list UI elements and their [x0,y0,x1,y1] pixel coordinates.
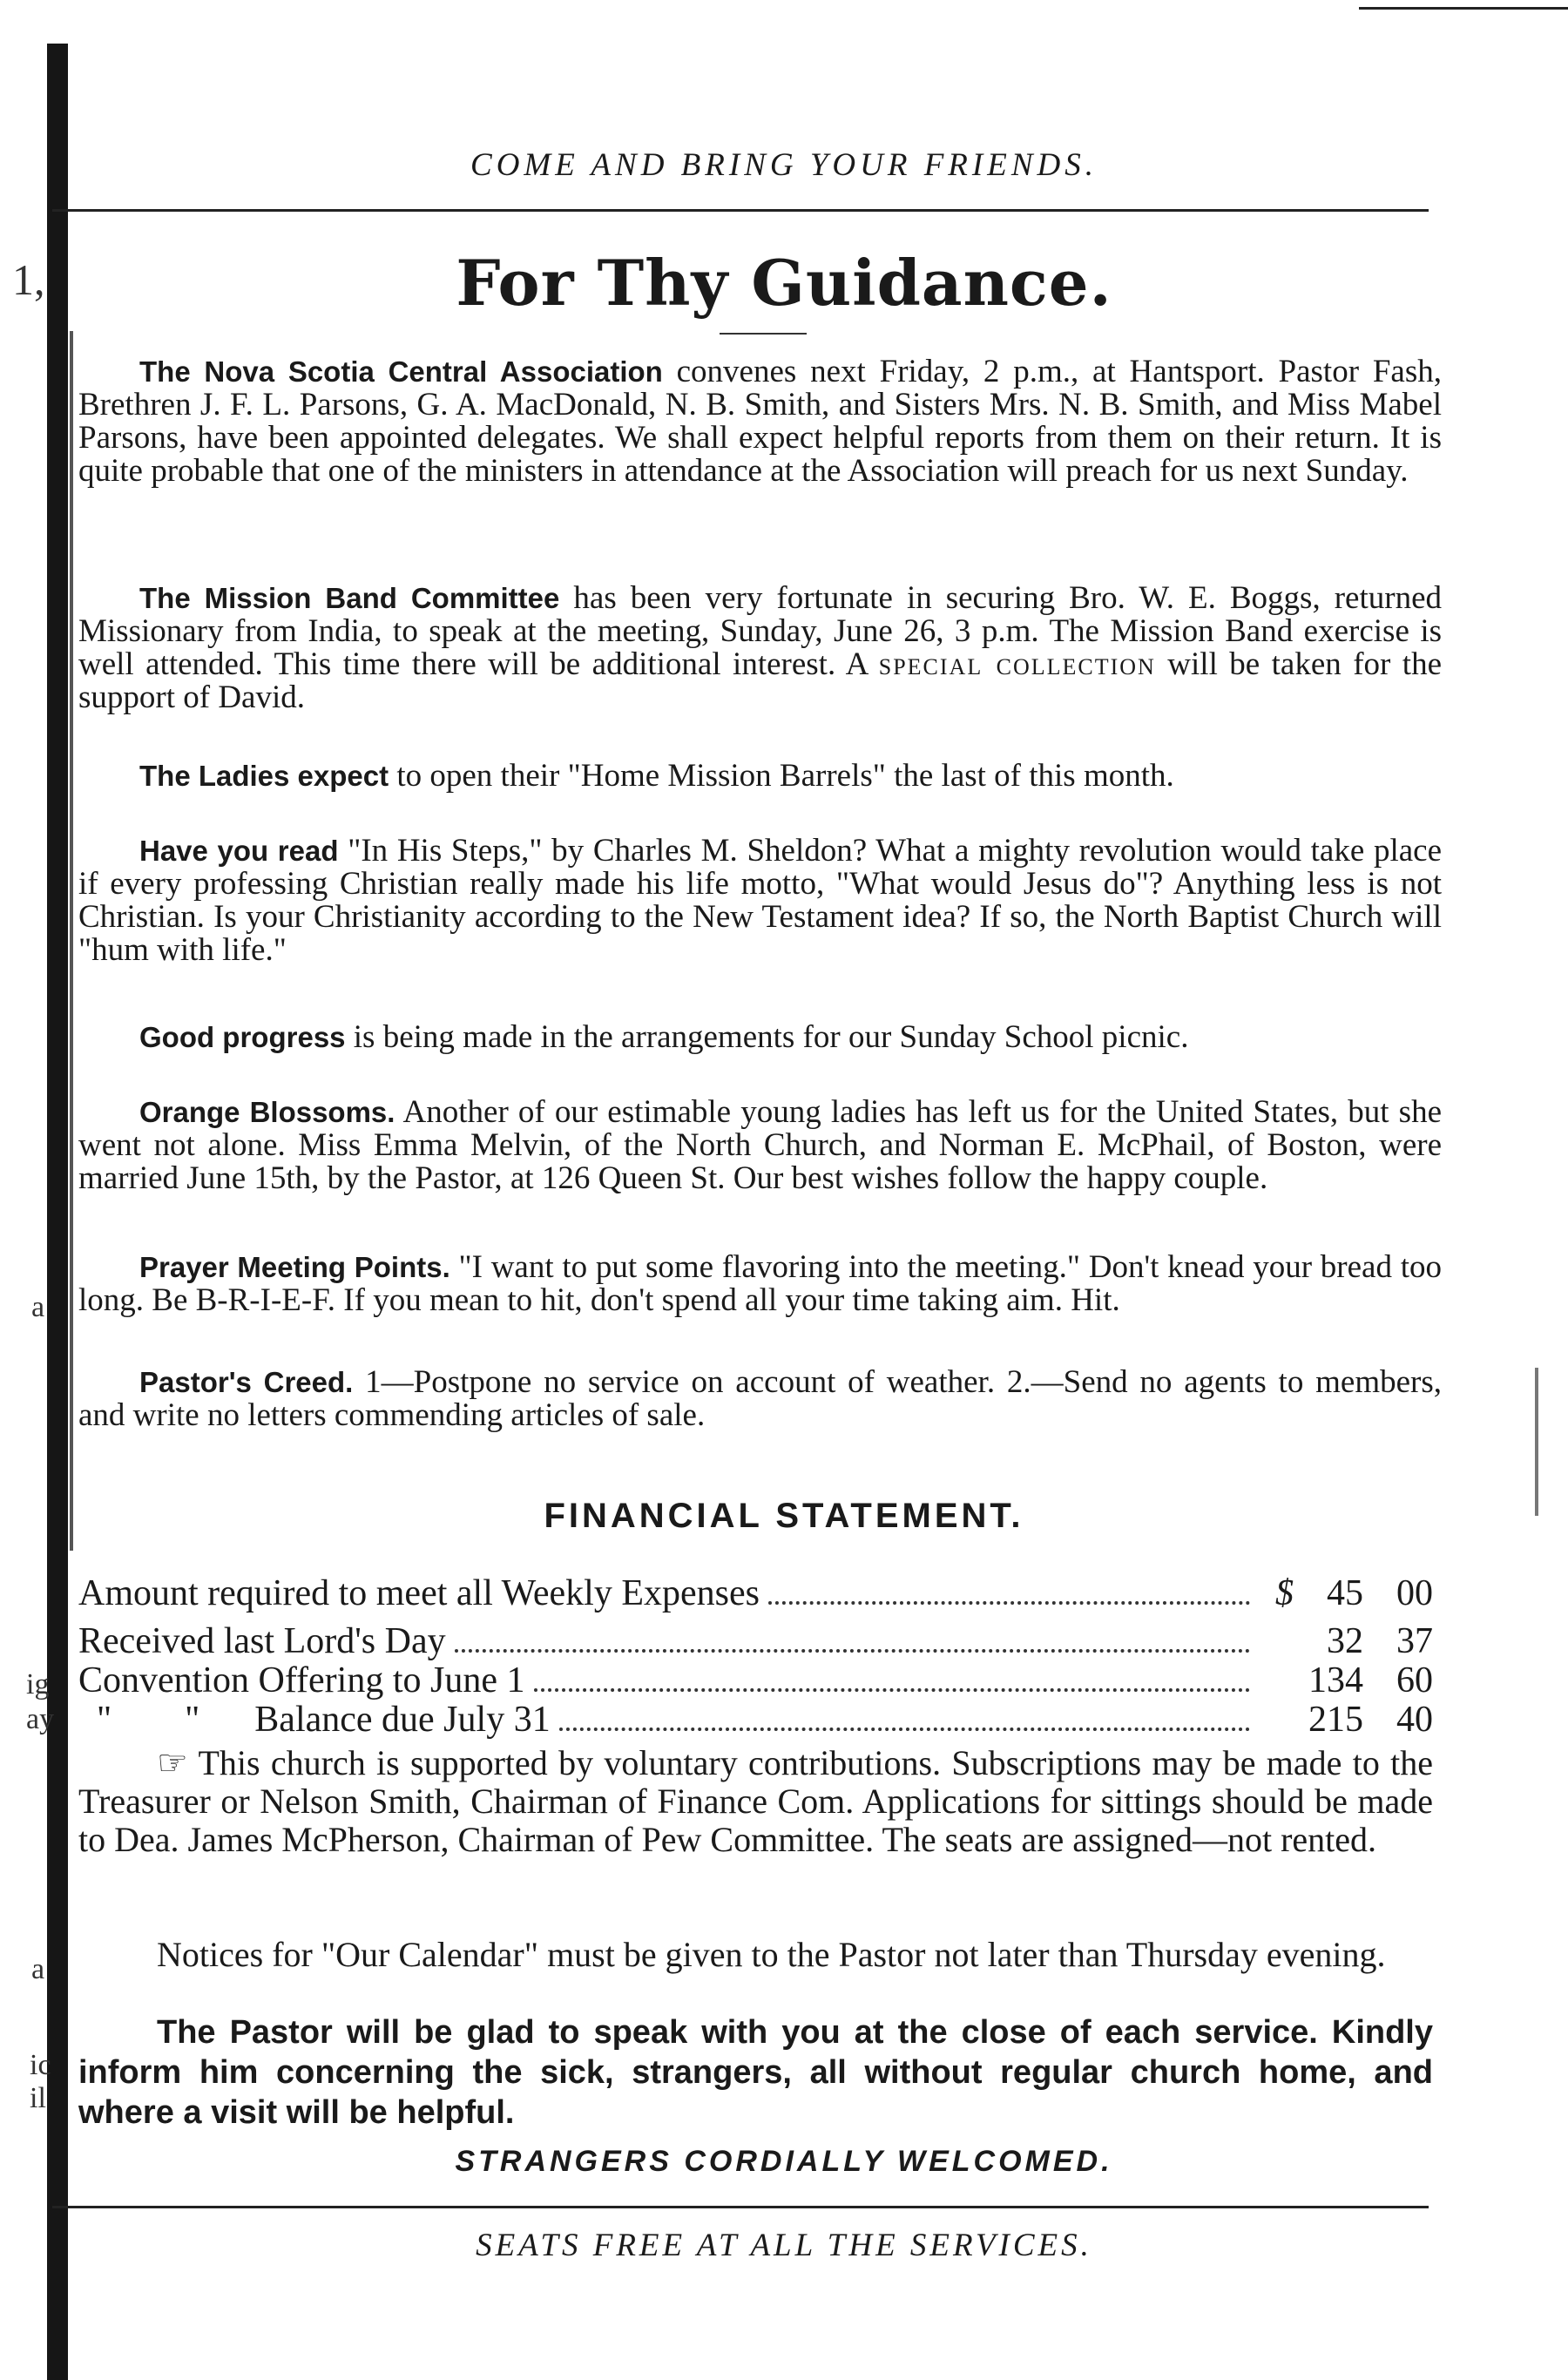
financial-label: Received last Lord's Day [78,1621,446,1661]
currency-sign: $ [1275,1573,1294,1613]
financial-row [78,1572,1433,1614]
section-text: will be taken for the support of David. [78,646,1442,715]
amount-dollars: 32 [1327,1621,1363,1661]
amount-cents: 00 [1396,1573,1433,1613]
financial-row [78,1660,1433,1701]
footer-rule [52,2206,1429,2208]
top-rule [1359,7,1568,10]
page-title: For Thy Guidance. [456,246,1112,320]
section-text: 1—Postpone no service on account of weather. 2.—Send no agents to members, and write no letters commending articles of sale. [78,1364,1443,1433]
notice-calendar: Notices for "Our Calendar" must be given to the Pastor not later than Thursday evening. [157,1935,1386,1974]
amount-dollars: 215 [1308,1700,1363,1740]
margin-fragment: ay [26,1703,55,1735]
notice-contributions: ☞ This church is supported by voluntary contributions. Subscriptions may be made to the Treasurer or Nelson Smith, Chairman of Finance Com. Applications for sittings should be made to Dea. James McPherson, Chairman of Pew Committee. The seats are assigned—not rented. [78,1743,1433,1859]
special-collection-caps: special collection [878,646,1156,682]
financial-amount [1259,1620,1433,1662]
financial-label: " " Balance due July 31 [78,1700,551,1740]
section-lead: The Nova Scotia Central Association [139,355,663,388]
leader-dots [534,1688,1251,1692]
financial-amount [1259,1572,1433,1614]
section-prayer-meeting [78,1251,1442,1317]
footer-line: SEATS FREE AT ALL THE SERVICES. [476,2228,1092,2263]
section-text: to open their "Home Mission Barrels" the last of this month. [389,758,1174,794]
section-have-you-read [78,835,1442,967]
section-association [78,355,1442,488]
pastor-note: The Pastor will be glad to speak with you at the close of each service. Kindly inform him concerning the sick, strangers, all without regular church home, and where a visit will be helpful. [78,2014,1433,2131]
section-text: convenes next Friday, 2 p.m., at Hantsport. Pastor Fash, Brethren J. F. L. Parsons, G. A. MacDonald, N. B. Smith, and Sisters Mrs. N. B. Smith, and Miss Mabel Parsons, have been appointed delegates. We shall expect helpful reports from them on their return. It is quite probable that one of the ministers in attendance at the Association will preach for us next Sunday. [78,354,1442,489]
leader-dots [768,1601,1250,1605]
right-edge-noise [1535,1368,1538,1516]
financial-amount [1259,1699,1433,1741]
section-lead: Prayer Meeting Points. [139,1251,450,1283]
margin-fragment: 1, [12,255,45,304]
heading-rule [52,209,1429,212]
margin-fragment: ig [26,1668,50,1700]
section-text: has been very fortunate in securing Bro. W. E. Boggs, returned Missionary from India, to speak at the meeting, Sunday, June 26, 3 p.m. The Mission Band exercise is well attended. This time there will be additional interest. A [78,580,1442,682]
section-text: "I want to put some flavoring into the meeting." Don't knead your bread too long. Be B-R-I-E-F. If you mean to hit, don't spend all your time taking aim. Hit. [78,1249,1443,1318]
financial-title: FINANCIAL STATEMENT. [544,1497,1024,1535]
welcome-line: STRANGERS CORDIALLY WELCOMED. [455,2145,1113,2178]
section-text: Another of our estimable young ladies has left us for the United States, but she went not alone. Miss Emma Melvin, of the North Church, and Norman E. McPhail, of Boston, were married June 15th, by the Pastor, at 126 Queen St. Our best wishes follow the happy couple. [78,1094,1442,1196]
section-lead: The Ladies expect [139,760,389,792]
title-rule [720,333,807,335]
leader-dots [559,1728,1250,1731]
amount-cents: 60 [1396,1660,1433,1700]
financial-row [78,1699,1433,1741]
section-lead: Have you read [139,835,339,867]
binding-edge [47,44,68,2380]
amount-dollars: 134 [1308,1660,1363,1700]
section-lead: Pastor's Creed. [139,1366,354,1398]
amount-cents: 37 [1396,1621,1433,1661]
margin-fragment: a [31,1291,45,1323]
section-orange-blossoms [78,1096,1442,1195]
amount-cents: 40 [1396,1700,1433,1740]
margin-fragment: a [31,1953,45,1985]
binding-shadow [70,331,73,1551]
margin-fragment: ic [30,2049,51,2081]
leader-dots [455,1649,1250,1653]
margin-fragment: il [30,2082,46,2114]
financial-row [78,1620,1433,1662]
section-text: is being made in the arrangements for our Sunday School picnic. [345,1019,1189,1055]
section-good-progress [78,1021,1442,1054]
section-pastors-creed [78,1366,1442,1432]
section-lead: Orange Blossoms. [139,1096,395,1128]
financial-label: Amount required to meet all Weekly Expenses [78,1573,760,1613]
financial-label: Convention Offering to June 1 [78,1660,525,1700]
amount-dollars: 45 [1327,1573,1363,1613]
section-lead: The Mission Band Committee [139,582,560,614]
section-text: "In His Steps," by Charles M. Sheldon? What a mighty revolution would take place if every professing Christian really made his life motto, "What would Jesus do"? Anything less is not Christian. Is your Christianity according to the New Testament idea? If so, the North Baptist Church will "hum with life." [78,833,1443,968]
financial-amount [1259,1660,1433,1701]
section-ladies [78,760,1442,793]
section-mission-band [78,582,1442,714]
page-heading: COME AND BRING YOUR FRIENDS. [470,147,1098,183]
section-lead: Good progress [139,1021,346,1053]
